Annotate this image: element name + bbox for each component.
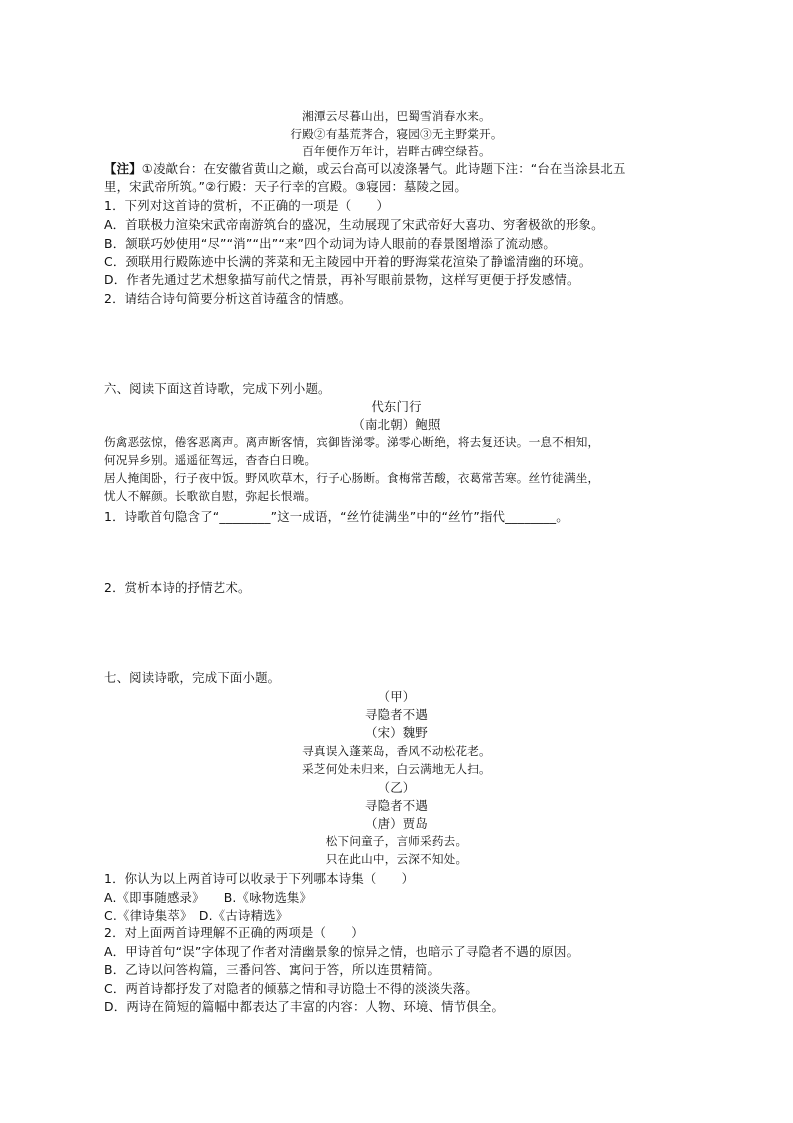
poem1-line-1: 湘潭云尽暮山出，巴蜀雪消春水来。 xyxy=(302,109,491,123)
poem-a-line-2: 采芝何处未归来，白云满地无人扫。 xyxy=(302,762,491,776)
section6-poem-line-3: 居人掩闺卧，行子夜中饭。野风吹草木，行子心肠断。食梅常苦酸，衣葛常苦寒。丝竹徒满坐， xyxy=(104,471,600,485)
section7-heading: 七、阅读诗歌，完成下面小题。 xyxy=(104,670,281,685)
poem-a-line-1: 寻真误入蓬莱岛，香风不动松花老。 xyxy=(302,744,491,758)
poem1-question-1: 1．下列对这首诗的赏析，不正确的一项是（ ） xyxy=(104,198,390,213)
poem1-line-2: 行殿②有基荒荠合，寝园③无主野棠开。 xyxy=(290,127,503,141)
section6-poem-author: （南北朝）鲍照 xyxy=(352,417,441,432)
poem-b-title: 寻隐者不遇 xyxy=(365,798,428,813)
section6-question-1: 1．诗歌首句隐含了“________”这一成语，“丝竹徒满坐”中的“丝竹”指代________。 xyxy=(104,509,569,524)
poem-b-label: （乙） xyxy=(377,780,416,795)
section7-q2-option-c: C．两首诗都抒发了对隐者的倾慕之情和寻访隐士不得的淡淡失落。 xyxy=(104,981,478,996)
section7-q1-options-cd: C.《律诗集萃》 D.《古诗精选》 xyxy=(104,908,289,923)
poem-a-title: 寻隐者不遇 xyxy=(365,707,428,722)
section6-question-2: 2．赏析本诗的抒情艺术。 xyxy=(104,580,251,595)
poem-a-author: （宋）魏野 xyxy=(365,725,428,740)
section7-q2-option-d: D．两诗在简短的篇幅中都表达了丰富的内容：人物、环境、情节俱全。 xyxy=(104,999,505,1014)
poem1-q1-option-c: C．颈联用行殿陈迹中长满的荠菜和无主陵园中开着的野海棠花渲染了静谧清幽的环境。 xyxy=(104,254,592,269)
note-text-1: ①凌歊台：在安徽省黄山之巅，或云台高可以凌涤暑气。此诗题下注：“台在当涂县北五 xyxy=(141,161,626,176)
poem1-question-2: 2．请结合诗句简要分析这首诗蕴含的情感。 xyxy=(104,291,352,306)
poem-a-label: （甲） xyxy=(377,689,416,704)
section7-question-1: 1．你认为以上两首诗可以收录于下列哪本诗集（ ） xyxy=(104,871,415,886)
poem-b-line-1: 松下问童子，言师采药去。 xyxy=(325,834,468,848)
poem1-line-3: 百年便作万年计，岩畔古碑空绿苔。 xyxy=(302,144,491,158)
poem1-q1-option-d: D．作者先通过艺术想象描写前代之情景，再补写眼前景物，这样写更便于抒发感情。 xyxy=(104,272,580,287)
section6-poem-title: 代东门行 xyxy=(371,399,422,414)
note-label: 【注】 xyxy=(104,161,142,176)
poem-b-line-2: 只在此山中，云深不知处。 xyxy=(325,852,468,866)
poem1-note xyxy=(104,160,626,177)
section7-question-2: 2．对上面两首诗理解不正确的两项是（ ） xyxy=(104,925,364,940)
poem1-note-line-2: 里，宋武帝所筑。”②行殿：天子行幸的宫殿。③寝园：墓陵之园。 xyxy=(104,179,467,194)
poem1-q1-option-b: B．颔联巧妙使用“尽”“消”“出”“来”四个动词为诗人眼前的春景图增添了流动感。 xyxy=(104,236,556,251)
section7-q1-options-ab: A.《即事随感录》 B.《咏物选集》 xyxy=(104,890,313,905)
section6-poem-line-1: 伤禽恶弦惊，倦客恶离声。离声断客情，宾御皆涕零。涕零心断绝，将去复还诀。一息不相知， xyxy=(104,435,600,449)
section7-q2-option-a: A．甲诗首句“误”字体现了作者对清幽景象的惊异之情，也暗示了寻隐者不遇的原因。 xyxy=(104,944,580,959)
poem-b-author: （唐）贾岛 xyxy=(365,816,428,831)
poem1-q1-option-a: A．首联极力渲染宋武帝南游筑台的盛况，生动展现了宋武帝好大喜功、穷奢极欲的形象。 xyxy=(104,217,604,232)
section6-poem-line-4: 忧人不解颜。长歌欲自慰，弥起长恨端。 xyxy=(104,489,317,503)
section6-poem-line-2: 何况异乡别。遥遥征驾远，杳杳白日晚。 xyxy=(104,453,317,467)
section7-q2-option-b: B．乙诗以问答构篇，三番问答、寓问于答，所以连贯精简。 xyxy=(104,962,441,977)
section6-heading: 六、阅读下面这首诗歌，完成下列小题。 xyxy=(104,381,331,396)
